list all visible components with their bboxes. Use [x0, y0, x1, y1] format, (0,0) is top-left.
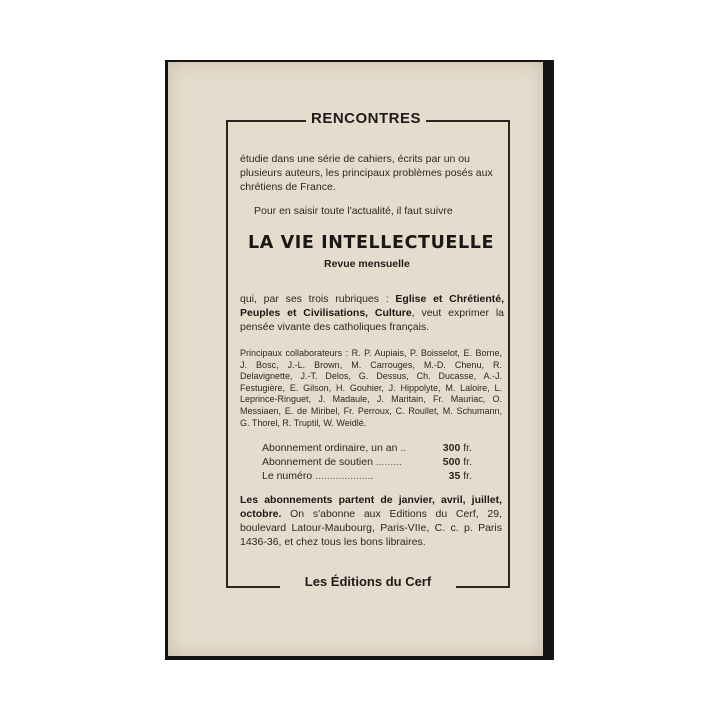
price-row	[262, 469, 472, 483]
subscription-bold: Les abonnements partent de janvier, avril, juillet, octobre.	[240, 494, 502, 520]
intro-paragraph: étudie dans une série de cahiers, écrits par un ou plusieurs auteurs, les principaux problèmes posés aux chrétiens de France.	[240, 153, 493, 193]
price-table	[262, 441, 472, 483]
price-row	[262, 455, 472, 469]
rubriques-lead: qui, par ses trois rubriques :	[240, 293, 396, 305]
price-amount: 300 fr.	[442, 442, 472, 454]
price-label: Le numéro ....................	[262, 470, 374, 482]
subscription-text: On s'abonne aux Editions du Cerf, 29, boulevard Latour-Maubourg, Paris-VIIe, C. c. p. Paris 1436-36, et chez tous les bons libraires.	[240, 508, 502, 548]
rubriques-paragraph	[240, 292, 504, 334]
price-label: Abonnement ordinaire, un an ..	[262, 442, 407, 454]
price-row	[262, 441, 472, 455]
series-title: RENCONTRES	[306, 110, 426, 127]
rubriques-tail: , veut exprimer la pensée vivante des catholiques français.	[240, 307, 504, 333]
revue-title: LA VIE INTELLECTUELLE	[248, 233, 494, 253]
follow-line: Pour en saisir toute l'actualité, il faut suivre	[254, 205, 453, 217]
publisher-footer: Les Éditions du Cerf	[280, 574, 456, 589]
price-amount: 500 fr.	[442, 456, 472, 468]
collaborators-list: Principaux collaborateurs : R. P. Aupiais, P. Boisselot, E. Borne, J. Bosc, J.-L. Brown, M. Carrouges, M.-D. Chenu, R. Delavignette, J.-T. Delos, G. Dessus, Ch. Ducasse, A.-J. Festugière, E. Gilson, H. Gouhier, J. Hippolyte, M. Laloire, L. Leprince-Ringuet, J. Madaule, J. Maritain, Fr. Mauriac, O. Messiaen, E. de Miribel, Fr. Perroux, C. Roullet, M. Schumann, G. Thorel, R. Truptil, W. Weidlé.	[240, 348, 502, 428]
price-amount: 35 fr.	[448, 470, 472, 482]
price-label: Abonnement de soutien .........	[262, 456, 403, 468]
revue-subtitle: Revue mensuelle	[324, 258, 410, 270]
subscription-paragraph	[240, 493, 502, 549]
rubriques-names: Eglise et Chrétienté, Peuples et Civilisations, Culture	[240, 293, 504, 319]
